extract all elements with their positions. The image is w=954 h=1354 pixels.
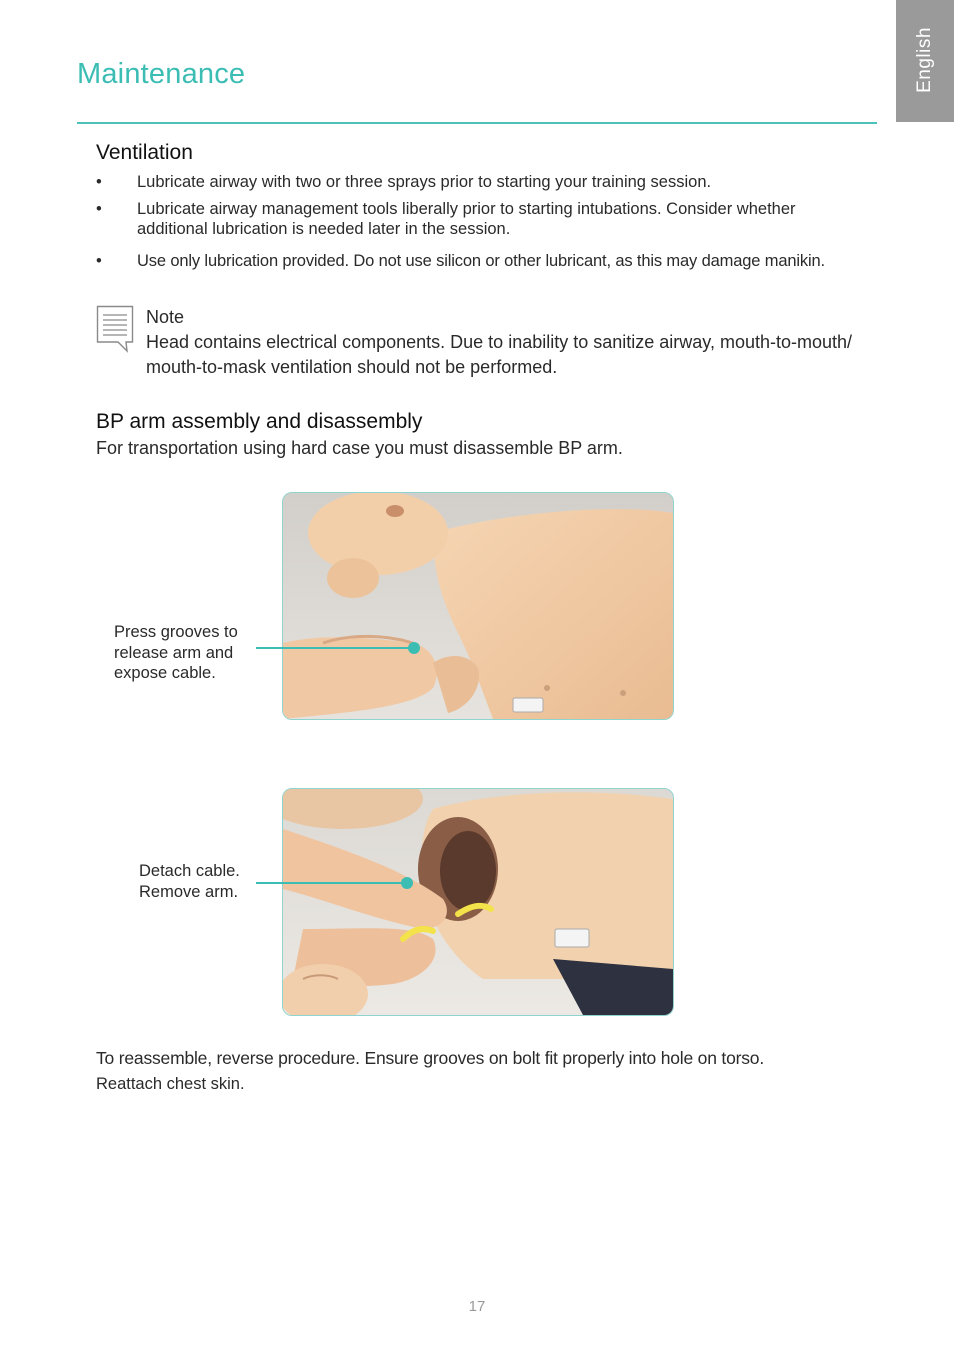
bp-arm-intro: For transportation using hard case you must disassemble BP arm. xyxy=(96,438,623,458)
language-tab-label: English xyxy=(914,27,935,93)
bullet-item xyxy=(96,172,876,192)
photo-detach-cable xyxy=(282,788,674,1016)
page-title: Maintenance xyxy=(77,58,246,90)
callout-pointer-dot xyxy=(408,642,420,654)
bullet-marker: • xyxy=(96,200,102,218)
bullet-text: Lubricate airway with two or three sprays prior to starting your training session. xyxy=(137,173,712,191)
title-divider xyxy=(77,122,877,124)
callout-line-text: release arm and xyxy=(114,643,234,662)
note-icon xyxy=(96,305,134,353)
callout-detach-cable xyxy=(139,861,240,902)
bp-arm-heading: BP arm assembly and disassembly xyxy=(96,410,423,433)
ventilation-bullet-list xyxy=(96,172,876,271)
callout-line-text: Detach cable. xyxy=(139,862,240,880)
page-number: 17 xyxy=(468,1298,486,1315)
callout-leader-line xyxy=(256,647,414,649)
note-text: Head contains electrical components. Due to inability to sanitize airway, mouth-to-mouth/ mouth-to-mask ventilation should not be performed. xyxy=(146,332,853,377)
callout-line-text: Press grooves to xyxy=(114,623,238,641)
bullet-text: Lubricate airway management tools liberally prior to starting intubations. Consider whether additional lubrication is needed later in the session. xyxy=(137,200,796,238)
bullet-item xyxy=(96,199,876,239)
bullet-marker: • xyxy=(96,252,102,270)
callout-line-text: Remove arm. xyxy=(139,882,239,901)
ventilation-heading: Ventilation xyxy=(96,141,193,164)
language-tab[interactable] xyxy=(896,0,954,122)
callout-line-text: expose cable. xyxy=(114,664,216,682)
callout-leader-line xyxy=(256,882,407,884)
reattach-instruction: Reattach chest skin. xyxy=(96,1075,245,1093)
note-label: Note xyxy=(146,307,185,327)
callout-release-arm xyxy=(114,622,238,684)
bullet-text: Use only lubrication provided. Do not use silicon or other lubricant, as this may damage manikin. xyxy=(137,252,825,270)
bullet-marker: • xyxy=(96,173,102,191)
note-block xyxy=(146,305,876,380)
callout-pointer-dot xyxy=(401,877,413,889)
reassemble-instruction: To reassemble, reverse procedure. Ensure grooves on bolt fit properly into hole on torso. xyxy=(96,1048,764,1068)
bullet-item xyxy=(96,251,876,271)
photo-release-arm xyxy=(282,492,674,720)
